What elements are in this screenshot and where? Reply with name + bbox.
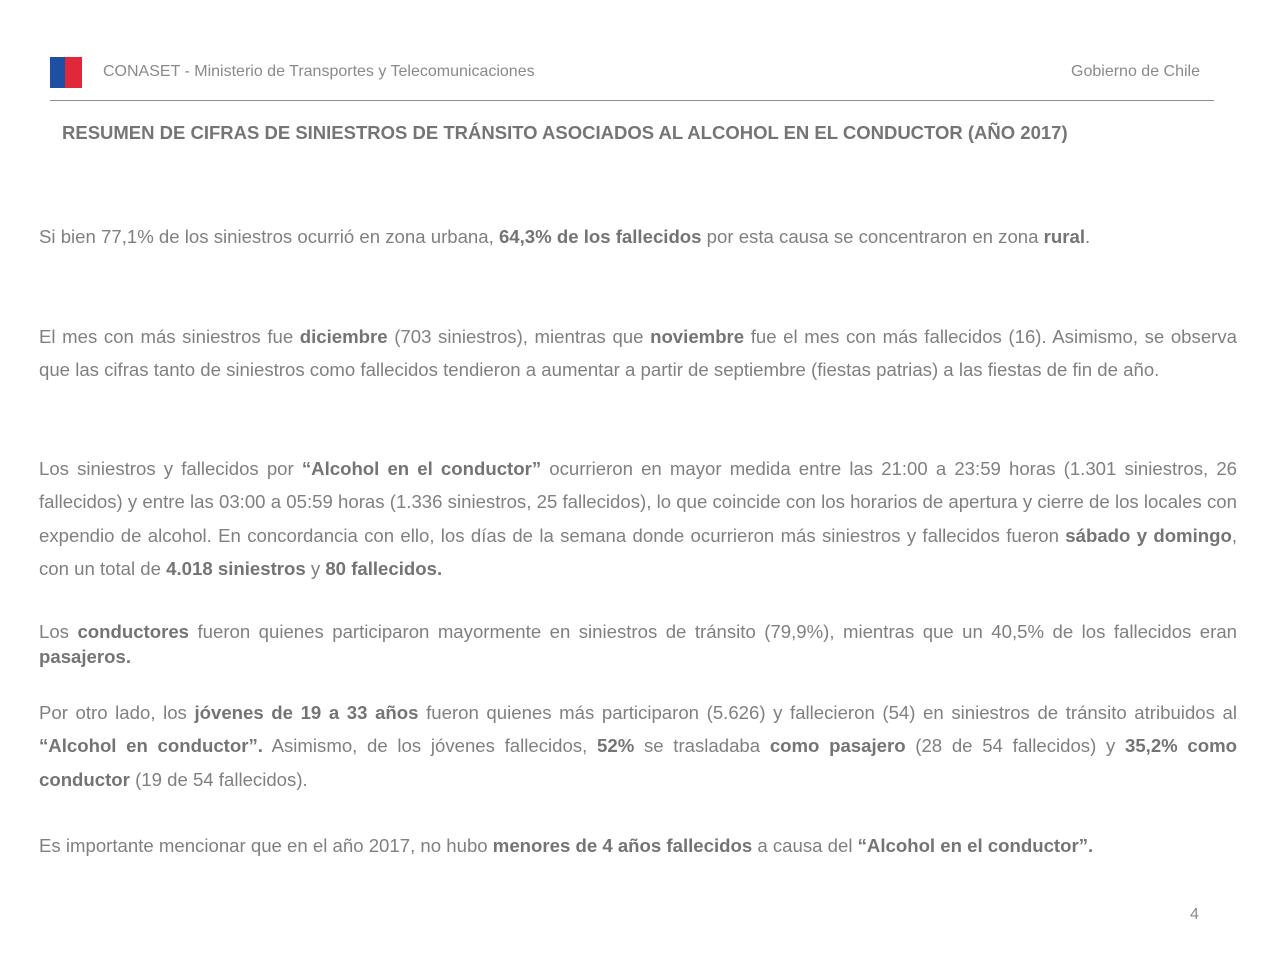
emphasis-text: 4.018 siniestros: [166, 557, 306, 579]
emphasis-text: “Alcohol en conductor”.: [39, 735, 263, 757]
paragraph-youth: [39, 696, 1237, 796]
paragraph-minors: [39, 829, 1237, 862]
emphasis-text: “Alcohol en el conductor”.: [857, 835, 1094, 856]
emphasis-text: diciembre: [299, 326, 388, 347]
text-run: Es importante mencionar que en el año 2017, no hubo: [39, 835, 493, 856]
body-text: [39, 320, 1237, 387]
emphasis-text: 52%: [597, 735, 635, 757]
text-run: Los: [39, 621, 78, 642]
text-run: Por otro lado, los: [39, 702, 195, 723]
header-organization: CONASET - Ministerio de Transportes y Telecomunicaciones: [103, 63, 535, 80]
flag-blue-band: [50, 57, 65, 88]
text-run: , con un total de: [39, 524, 1238, 579]
text-run: .: [1085, 226, 1091, 247]
text-run: Asimismo, de los jóvenes fallecidos,: [262, 735, 598, 757]
emphasis-text: 80 fallecidos.: [325, 557, 443, 579]
emphasis-text: sábado y domingo: [1065, 524, 1232, 546]
text-run: (703 siniestros), mientras que: [387, 326, 651, 347]
text-run: por esta causa se concentraron en zona: [701, 226, 1044, 247]
text-run: (28 de 54 fallecidos) y: [905, 735, 1125, 757]
emphasis-text: 35,2% como conductor: [39, 735, 1237, 790]
text-run: se trasladaba: [634, 735, 770, 757]
body-text: [39, 452, 1237, 585]
flag-red-band: [65, 57, 82, 88]
text-run: fue el mes con más fallecidos (16). Asimismo, se observa que las cifras tanto de siniestros como fallecidos tendieron a aumentar a partir de septiembre (fiestas patrias) a las fiestas de fin de año.: [39, 326, 1237, 381]
emphasis-text: pasajeros.: [39, 645, 131, 667]
page-number: 4: [1190, 906, 1199, 923]
text-run: Si bien 77,1% de los siniestros ocurrió en zona urbana,: [39, 226, 499, 247]
text-run: fueron quienes más participaron (5.626) y fallecieron (54) en siniestros de tránsito atribuidos al: [418, 702, 1237, 723]
emphasis-text: menores de 4 años fallecidos: [492, 835, 753, 856]
text-run: fueron quienes participaron mayormente en siniestros de tránsito (79,9%), mientras que un 40,5% de los fallecidos eran: [189, 621, 1237, 642]
text-run: (19 de 54 fallecidos).: [129, 768, 308, 790]
emphasis-text: 64,3% de los fallecidos: [498, 226, 702, 247]
text-run: ocurrieron en mayor medida entre las 21:00 a 23:59 horas (1.301 siniestros, 26 fallecidos) y entre las 03:00 a 05:59 horas (1.336 siniestros, 25 fallecidos), lo que coincide con los horarios de apertura y cierre de los locales con expendio de alcohol. En concordancia con ello, los días de la semana donde ocurrieron más siniestros y fallecidos fueron: [39, 458, 1238, 546]
emphasis-text: como pasajero: [769, 735, 906, 757]
emphasis-text: conductores: [77, 621, 190, 642]
body-text: [39, 829, 1237, 862]
text-run: Los siniestros y fallecidos por: [39, 458, 302, 479]
paragraph-months: [39, 320, 1237, 387]
paragraph-hours-days: [39, 452, 1237, 585]
paragraph-urban-rural: [39, 220, 1237, 253]
body-text: [39, 220, 1237, 253]
emphasis-text: jóvenes de 19 a 33 años: [194, 702, 419, 723]
body-text: [39, 696, 1237, 796]
body-text: [39, 620, 1237, 669]
text-run: El mes con más siniestros fue: [39, 326, 300, 347]
header-divider: [50, 100, 1214, 101]
emphasis-text: rural: [1043, 226, 1085, 247]
emphasis-text: noviembre: [650, 326, 745, 347]
paragraph-conductors: [39, 620, 1237, 669]
chile-flag-logo: [50, 57, 82, 88]
page-title: RESUMEN DE CIFRAS DE SINIESTROS DE TRÁNSITO ASOCIADOS AL ALCOHOL EN EL CONDUCTOR (AÑO 2017): [62, 122, 1068, 143]
emphasis-text: “Alcohol en el conductor”: [301, 458, 542, 479]
text-run: y: [305, 557, 326, 579]
text-run: a causa del: [752, 835, 858, 856]
header-government: Gobierno de Chile: [1071, 63, 1200, 80]
